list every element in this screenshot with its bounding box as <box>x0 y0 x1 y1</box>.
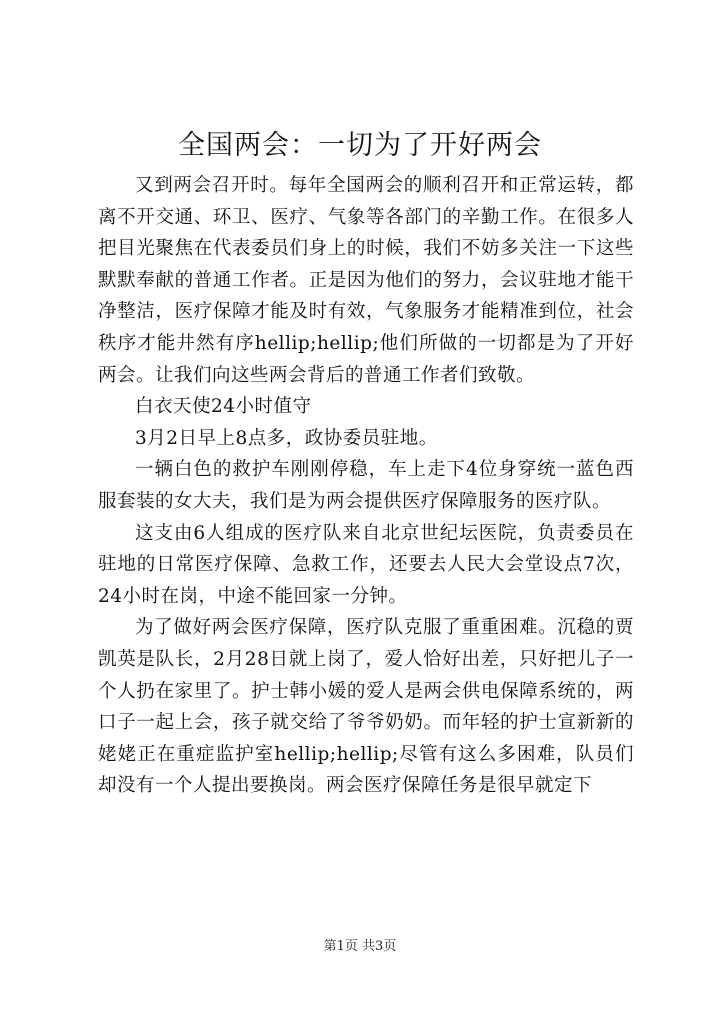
document-title: 全国两会：一切为了开好两会 <box>178 130 542 161</box>
page-footer: 第1页 共3页 <box>323 939 397 954</box>
document-body <box>98 170 634 802</box>
paragraph-ambulance: 一辆白色的救护车刚刚停稳，车上走下4位身穿统一蓝色西服套装的女大夫，我们是为两会提供医疗保障服务的医疗队。 <box>98 459 634 512</box>
paragraph-intro: 又到两会召开时。每年全国两会的顺利召开和正常运转，都离不开交通、环卫、医疗、气象等各部门的辛勤工作。在很多人把目光聚焦在代表委员们身上的时候，我们不妨多关注一下这些默默奉献的普通工作者。正是因为他们的努力，会议驻地才能干净整洁，医疗保障才能及时有效，气象服务才能精准到位，社会秩序才能井然有序hellip;hellip;他们所做的一切都是为了开好两会。让我们向这些两会背后的普通工作者们致敬。 <box>98 175 634 386</box>
paragraph-date-location: 3月2日早上8点多，政协委员驻地。 <box>135 427 438 449</box>
paragraph-medical-team: 这支由6人组成的医疗队来自北京世纪坛医院，负责委员在驻地的日常医疗保障、急救工作，还要去人民大会堂设点7次，24小时在岗，中途不能回家一分钟。 <box>98 522 634 607</box>
paragraph-difficulties: 为了做好两会医疗保障，医疗队克服了重重困难。沉稳的贾凯英是队长，2月28日就上岗了，爱人恰好出差，只好把儿子一个人扔在家里了。护士韩小媛的爱人是两会供电保障系统的，两口子一起上会，孩子就交给了爷爷奶奶。而年轻的护士宣新新的姥姥正在重症监护室hellip;hellip;尽管有这么多困难，队员们却没有一个人提出要换岗。两会医疗保障任务是很早就定下 <box>98 617 634 797</box>
paragraph-subheading: 白衣天使24小时值守 <box>135 396 312 418</box>
